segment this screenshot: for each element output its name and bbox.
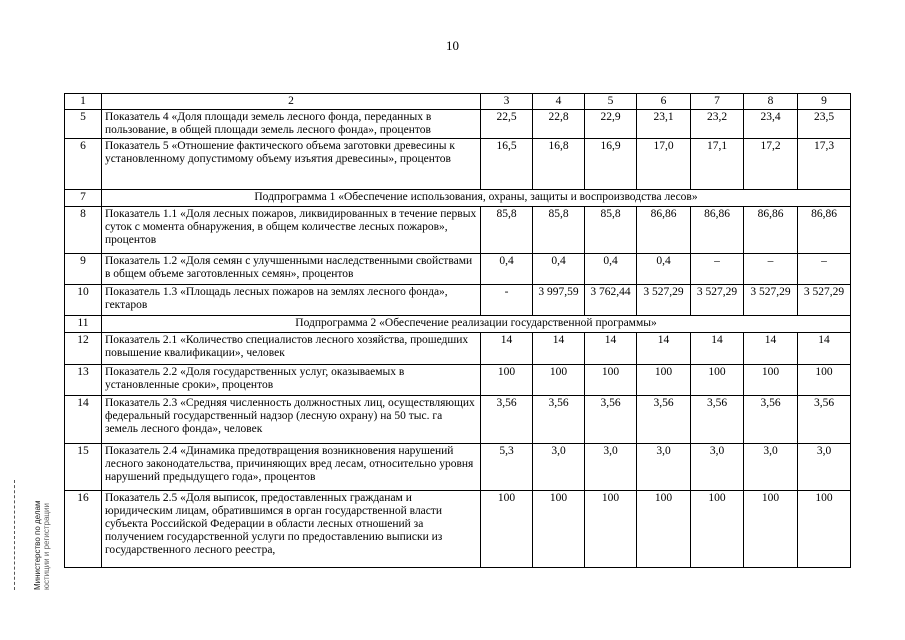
registration-stamp	[14, 480, 57, 590]
value-cell: 16,9	[585, 139, 637, 190]
table-row	[65, 333, 851, 365]
value-cell: 0,4	[533, 254, 585, 285]
value-cell: 17,0	[637, 139, 691, 190]
value-cell: 17,2	[744, 139, 798, 190]
value-cell: 3,0	[744, 444, 798, 491]
value-cell: 3,0	[533, 444, 585, 491]
value-cell: –	[744, 254, 798, 285]
stamp-line: юстиции и регистрации	[42, 503, 51, 590]
value-cell: 100	[637, 491, 691, 568]
value-cell: 16,5	[481, 139, 533, 190]
column-header: 3	[481, 94, 533, 110]
value-cell: 23,4	[744, 110, 798, 139]
row-number: 11	[65, 316, 102, 333]
column-header: 6	[637, 94, 691, 110]
indicator-name: Показатель 1.2 «Доля семян с улучшенными наследственными свойствами в общем объеме заготовленных семян», процентов	[102, 254, 481, 285]
row-number: 14	[65, 396, 102, 444]
value-cell: 100	[637, 365, 691, 396]
value-cell: 0,4	[585, 254, 637, 285]
value-cell: 23,1	[637, 110, 691, 139]
row-number: 12	[65, 333, 102, 365]
value-cell: 100	[798, 365, 851, 396]
value-cell: 17,1	[691, 139, 744, 190]
value-cell: 3,0	[585, 444, 637, 491]
row-number: 8	[65, 207, 102, 254]
value-cell: 3 527,29	[691, 285, 744, 316]
table-row	[65, 444, 851, 491]
value-cell: 86,86	[744, 207, 798, 254]
indicator-name: Показатель 1.3 «Площадь лесных пожаров на землях лесного фонда», гектаров	[102, 285, 481, 316]
value-cell: 5,3	[481, 444, 533, 491]
value-cell: 3 527,29	[798, 285, 851, 316]
table-row	[65, 207, 851, 254]
page-number: 10	[446, 38, 459, 53]
value-cell: 23,5	[798, 110, 851, 139]
value-cell: 14	[481, 333, 533, 365]
value-cell: 100	[744, 365, 798, 396]
indicator-name: Показатель 1.1 «Доля лесных пожаров, ликвидированных в течение первых суток с момента обнаружения, в общем количестве лесных пожаров», процентов	[102, 207, 481, 254]
value-cell: 14	[744, 333, 798, 365]
value-cell: –	[798, 254, 851, 285]
value-cell: 86,86	[637, 207, 691, 254]
value-cell: 3,0	[691, 444, 744, 491]
value-cell: 3 527,29	[637, 285, 691, 316]
value-cell: 86,86	[798, 207, 851, 254]
value-cell: 3,56	[744, 396, 798, 444]
value-cell: 3,56	[585, 396, 637, 444]
subprogram-row	[65, 316, 851, 333]
table-row	[65, 139, 851, 190]
value-cell: 3,56	[533, 396, 585, 444]
indicator-name: Показатель 4 «Доля площади земель лесного фонда, переданных в пользование, в общей площади земель лесного фонда», процентов	[102, 110, 481, 139]
column-header: 9	[798, 94, 851, 110]
value-cell: 100	[585, 491, 637, 568]
value-cell: 0,4	[481, 254, 533, 285]
value-cell: 3 997,59	[533, 285, 585, 316]
value-cell: 22,9	[585, 110, 637, 139]
table-row	[65, 285, 851, 316]
indicator-name: Показатель 2.3 «Средняя численность должностных лиц, осуществляющих федеральный государственный надзор (лесную охрану) на 50 тыс. га земель лесного фонда», человек	[102, 396, 481, 444]
row-number: 7	[65, 190, 102, 207]
column-header: 5	[585, 94, 637, 110]
value-cell: 3,0	[637, 444, 691, 491]
row-number: 16	[65, 491, 102, 568]
indicator-name: Показатель 2.5 «Доля выписок, предоставленных гражданам и юридическим лицам, обратившимся в орган государственной власти субъекта Российской Федерации в области лесных отношений за получением государственной услуги по предоставлению выписки из государственного лесного реестра,	[102, 491, 481, 568]
value-cell: 100	[481, 491, 533, 568]
value-cell: 3,56	[798, 396, 851, 444]
value-cell: 3 762,44	[585, 285, 637, 316]
value-cell: 17,3	[798, 139, 851, 190]
value-cell: 22,8	[533, 110, 585, 139]
value-cell: 100	[533, 365, 585, 396]
table-row	[65, 365, 851, 396]
indicator-name: Показатель 2.1 «Количество специалистов лесного хозяйства, прошедших повышение квалификации», человек	[102, 333, 481, 365]
row-number: 15	[65, 444, 102, 491]
value-cell: 14	[533, 333, 585, 365]
value-cell: 100	[691, 365, 744, 396]
stamp-line: Министерство по делам	[33, 500, 42, 590]
value-cell: 85,8	[585, 207, 637, 254]
value-cell: 23,2	[691, 110, 744, 139]
table-row	[65, 396, 851, 444]
value-cell: 14	[585, 333, 637, 365]
value-cell: 14	[637, 333, 691, 365]
row-number: 10	[65, 285, 102, 316]
stamp-text	[33, 501, 51, 590]
column-header: 2	[102, 94, 481, 110]
value-cell: 3,0	[798, 444, 851, 491]
value-cell: 85,8	[481, 207, 533, 254]
value-cell: 100	[798, 491, 851, 568]
subprogram-title: Подпрограмма 1 «Обеспечение использования, охраны, защиты и воспроизводства лесов»	[102, 190, 851, 207]
indicator-name: Показатель 2.2 «Доля государственных услуг, оказываемых в установленные сроки», процентов	[102, 365, 481, 396]
value-cell: 100	[481, 365, 533, 396]
value-cell: 100	[744, 491, 798, 568]
value-cell: 14	[691, 333, 744, 365]
value-cell: 3,56	[481, 396, 533, 444]
value-cell: 100	[691, 491, 744, 568]
value-cell: 3,56	[637, 396, 691, 444]
row-number: 5	[65, 110, 102, 139]
column-header: 1	[65, 94, 102, 110]
row-number: 9	[65, 254, 102, 285]
value-cell: 100	[585, 365, 637, 396]
table-row	[65, 110, 851, 139]
subprogram-row	[65, 190, 851, 207]
value-cell: 3,56	[691, 396, 744, 444]
value-cell: 85,8	[533, 207, 585, 254]
value-cell: 16,8	[533, 139, 585, 190]
column-number-row	[65, 94, 851, 110]
column-header: 8	[744, 94, 798, 110]
value-cell: 14	[798, 333, 851, 365]
column-header: 7	[691, 94, 744, 110]
table-row	[65, 491, 851, 568]
indicators-table	[64, 93, 851, 568]
subprogram-title: Подпрограмма 2 «Обеспечение реализации государственной программы»	[102, 316, 851, 333]
value-cell: 100	[533, 491, 585, 568]
indicator-name: Показатель 5 «Отношение фактического объема заготовки древесины к установленному допустимому объему изъятия древесины», процентов	[102, 139, 481, 190]
value-cell: 22,5	[481, 110, 533, 139]
value-cell: 3 527,29	[744, 285, 798, 316]
value-cell: 0,4	[637, 254, 691, 285]
value-cell: 86,86	[691, 207, 744, 254]
row-number: 13	[65, 365, 102, 396]
table-row	[65, 254, 851, 285]
value-cell: -	[481, 285, 533, 316]
indicator-name: Показатель 2.4 «Динамика предотвращения возникновения нарушений лесного законодательства, причиняющих вред лесам, относительно уровня нарушений предыдущего года», процентов	[102, 444, 481, 491]
value-cell: –	[691, 254, 744, 285]
row-number: 6	[65, 139, 102, 190]
column-header: 4	[533, 94, 585, 110]
